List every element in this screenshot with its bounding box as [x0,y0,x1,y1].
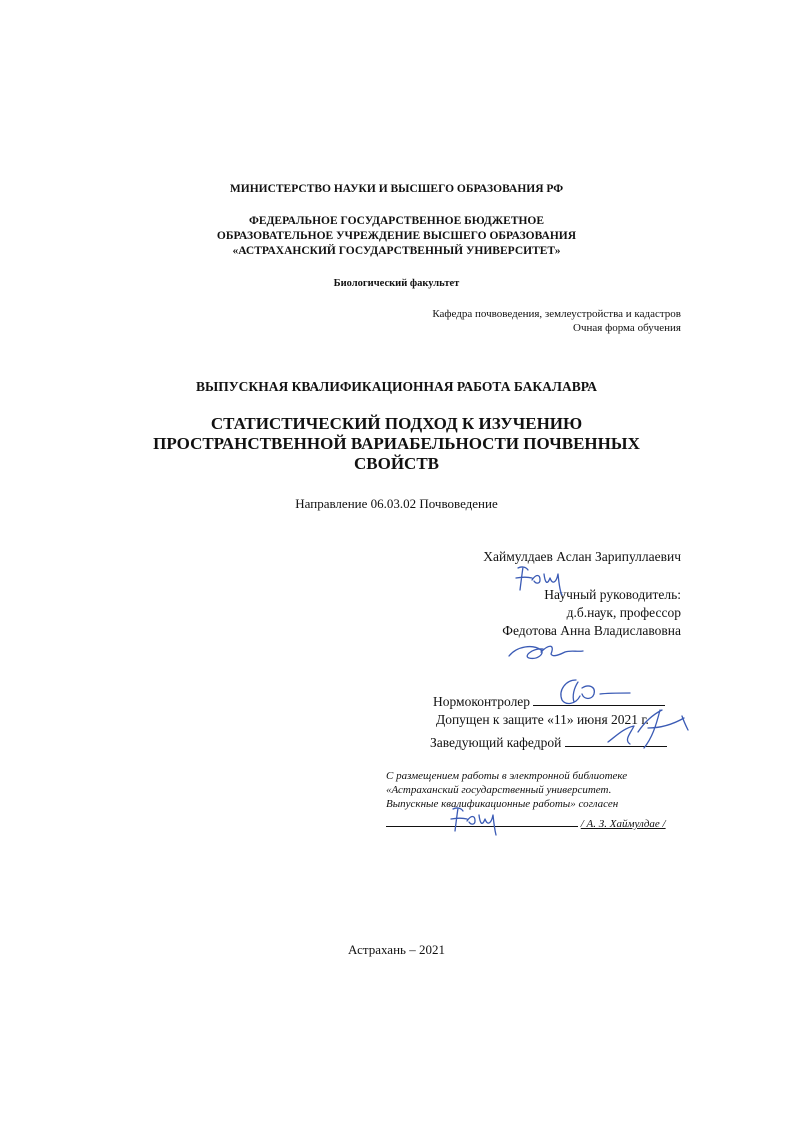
author-signature-icon [512,562,574,596]
normcontroller-label: Нормоконтролер [433,694,531,709]
author-name: Хаймулдаев Аслан Зарипуллаевич [483,549,681,564]
thesis-title [0,414,793,474]
consent-signature-line [386,814,666,830]
supervisor-signature-icon [505,640,587,664]
city-year: Астрахань – 2021 [348,942,445,957]
admission-line: Допущен к защите «11» июня 2021 г. [436,712,649,727]
head-label: Заведующий кафедрой [430,735,562,750]
title-line: СТАТИСТИЧЕСКИЙ ПОДХОД К ИЗУЧЕНИЮ [210,414,583,433]
organization-line: ФЕДЕРАЛЬНОЕ ГОСУДАРСТВЕННОЕ БЮДЖЕТНОЕ [248,215,545,227]
consent-statement [386,769,627,811]
admission-signature-icon [600,706,690,752]
consent-signer-name: / А. З. Хаймулдае / [580,818,666,830]
organization-heading [0,214,793,259]
ministry-heading: МИНИСТЕРСТВО НАУКИ И ВЫСШЕГО ОБРАЗОВАНИЯ РФ [229,183,564,195]
supervisor-name: Федотова Анна Владиславовна [502,623,681,638]
consent-line: «Астраханский государственный университет. [386,784,612,796]
study-form: Очная форма обучения [573,322,681,334]
study-direction: Направление 06.03.02 Почвоведение [295,496,498,511]
department: Кафедра почвоведения, землеустройства и кадастров [432,308,681,320]
title-line: СВОЙСТВ [353,454,440,473]
consent-signature-icon [445,803,499,837]
organization-line: «АСТРАХАНСКИЙ ГОСУДАРСТВЕННЫЙ УНИВЕРСИТЕТ» [232,245,561,257]
supervisor-label: Научный руководитель: [544,587,681,602]
work-type: ВЫПУСКНАЯ КВАЛИФИКАЦИОННАЯ РАБОТА БАКАЛАВРА [195,379,598,394]
faculty: Биологический факультет [333,278,460,289]
department-block [432,307,681,335]
supervisor-degree: д.б.наук, профессор [566,605,681,620]
consent-line: Выпускные квалификационные работы» согласен [386,798,619,810]
consent-line: С размещением работы в электронной библиотеке [386,770,628,782]
organization-line: ОБРАЗОВАТЕЛЬНОЕ УЧРЕЖДЕНИЕ ВЫСШЕГО ОБРАЗОВАНИЯ [216,230,577,242]
normcontroller-signature-icon [548,674,634,710]
title-line: ПРОСТРАНСТВЕННОЙ ВАРИАБЕЛЬНОСТИ ПОЧВЕННЫХ [153,434,640,453]
